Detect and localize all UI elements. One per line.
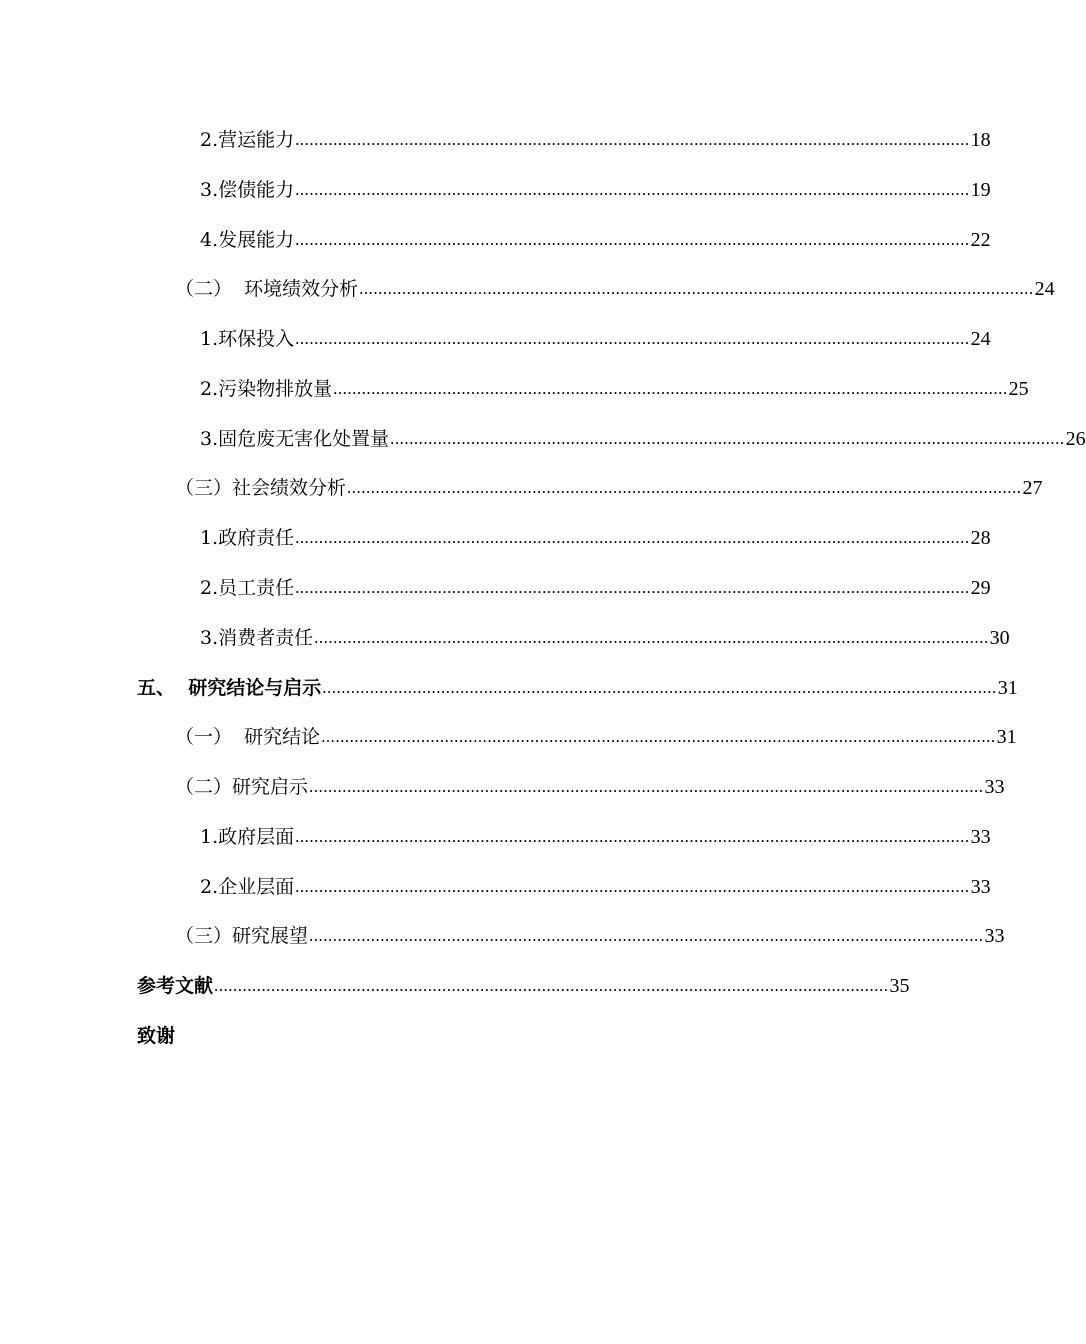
- toc-entry[interactable]: [137, 971, 910, 1001]
- dot-leader: ..............................................................................................................................................: [322, 678, 997, 697]
- dot-leader: ..............................................................................................................................................: [309, 926, 984, 945]
- toc-entry-label: 1.政府层面: [200, 826, 295, 848]
- toc-page-number: 31: [996, 726, 1017, 748]
- toc-entry[interactable]: [175, 722, 1017, 752]
- toc-entry[interactable]: [137, 673, 1018, 703]
- toc-page-number: 29: [970, 577, 991, 599]
- toc-page-number: 35: [889, 975, 910, 997]
- dot-leader: ..............................................................................................................................................: [295, 230, 970, 249]
- dot-leader: ..............................................................................................................................................: [359, 279, 1034, 298]
- toc-entry-label: （一） 研究结论: [175, 726, 321, 748]
- toc-page-number: 33: [970, 876, 991, 898]
- toc-page-number: 27: [1022, 477, 1043, 499]
- toc-entry-label: 1.环保投入: [200, 328, 295, 350]
- toc-entry[interactable]: [200, 175, 991, 205]
- dot-leader: ..............................................................................................................................................: [347, 478, 1022, 497]
- toc-page-number: 22: [970, 229, 991, 251]
- toc-entry-label: （二） 环境绩效分析: [175, 278, 359, 300]
- toc-entry[interactable]: [200, 225, 991, 255]
- dot-leader: ..............................................................................................................................................: [314, 628, 989, 647]
- toc-entry-label: 4.发展能力: [200, 229, 295, 251]
- dot-leader: ..............................................................................................................................................: [321, 727, 996, 746]
- toc-entry-label: 3.固危废无害化处置量: [200, 428, 390, 450]
- toc-page-number: 25: [1008, 378, 1029, 400]
- toc-entry[interactable]: [200, 872, 991, 902]
- toc-entry-label: 参考文献: [137, 975, 214, 997]
- dot-leader: ..............................................................................................................................................: [333, 379, 1008, 398]
- toc-entry-label: 2.员工责任: [200, 577, 295, 599]
- toc-entry-label: 3.消费者责任: [200, 627, 314, 649]
- toc-entry[interactable]: [175, 473, 1043, 503]
- toc-entry-label: 1.政府责任: [200, 527, 295, 549]
- dot-leader: ..............................................................................................................................................: [295, 827, 970, 846]
- toc-entry-label: 2.企业层面: [200, 876, 295, 898]
- toc-page-number: 19: [970, 179, 991, 201]
- dot-leader: ..............................................................................................................................................: [295, 877, 970, 896]
- toc-entry-label: （三）社会绩效分析: [175, 477, 347, 499]
- toc-page-number: 31: [997, 677, 1018, 699]
- dot-leader: ..............................................................................................................................................: [295, 180, 970, 199]
- dot-leader: ..............................................................................................................................................: [214, 976, 889, 995]
- toc-entry[interactable]: [175, 274, 1055, 304]
- toc-entry-label: 五、 研究结论与启示: [137, 677, 322, 699]
- toc-entry-label: （二）研究启示: [175, 776, 309, 798]
- dot-leader: ..............................................................................................................................................: [295, 528, 970, 547]
- toc-entry[interactable]: [200, 125, 991, 155]
- dot-leader: ..............................................................................................................................................: [295, 578, 970, 597]
- dot-leader: ..............................................................................................................................................: [309, 777, 984, 796]
- toc-page-number: 24: [970, 328, 991, 350]
- toc-entry-label: 致谢: [137, 1025, 176, 1047]
- toc-page-number: 33: [984, 925, 1005, 947]
- toc-entry[interactable]: [200, 573, 991, 603]
- toc-page-number: 33: [984, 776, 1005, 798]
- toc-entry[interactable]: [200, 374, 1029, 404]
- toc-entry-label: 3.偿债能力: [200, 179, 295, 201]
- toc-entry-label: 2.污染物排放量: [200, 378, 333, 400]
- toc-page-number: 26: [1065, 428, 1086, 450]
- dot-leader: ..............................................................................................................................................: [295, 130, 970, 149]
- toc-entry[interactable]: [137, 1021, 851, 1051]
- toc-entry[interactable]: [200, 623, 1010, 653]
- toc-page-number: 30: [989, 627, 1010, 649]
- toc-entry[interactable]: [200, 324, 991, 354]
- toc-page-number: 28: [970, 527, 991, 549]
- toc-entry[interactable]: [175, 772, 1005, 802]
- toc-page-number: 24: [1034, 278, 1055, 300]
- toc-page-number: 33: [970, 826, 991, 848]
- toc-entry[interactable]: [200, 424, 1086, 454]
- dot-leader: ..............................................................................................................................................: [295, 329, 970, 348]
- toc-entry-label: （三）研究展望: [175, 925, 309, 947]
- toc-page-number: 18: [970, 129, 991, 151]
- toc-entry[interactable]: [175, 921, 1005, 951]
- toc-entry[interactable]: [200, 523, 991, 553]
- toc-entry-label: 2.营运能力: [200, 129, 295, 151]
- toc-entry[interactable]: [200, 822, 991, 852]
- dot-leader: ..............................................................................................................................................: [390, 429, 1065, 448]
